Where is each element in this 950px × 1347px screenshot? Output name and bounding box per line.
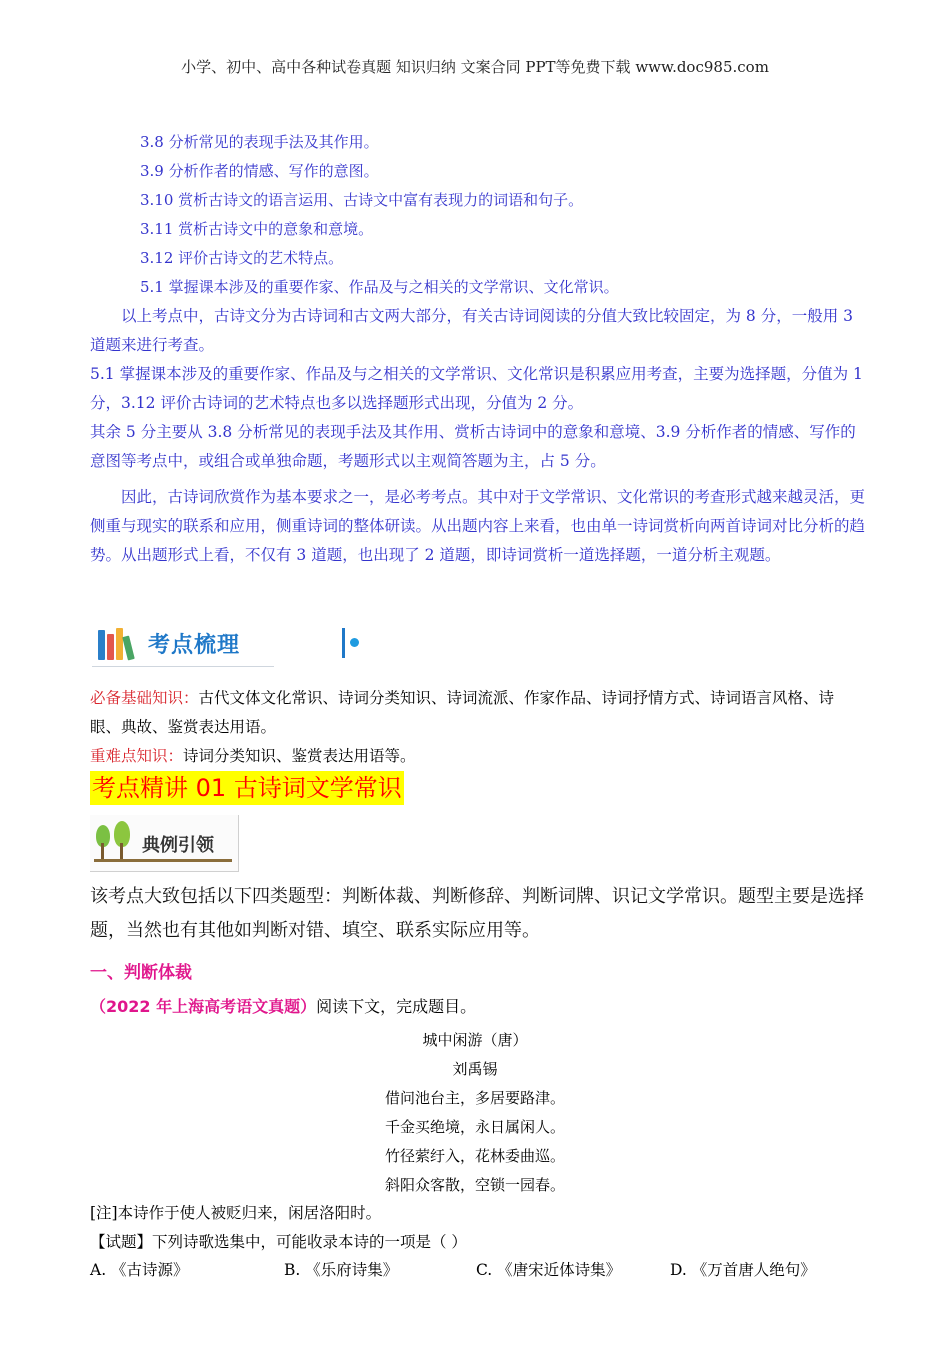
dianli-banner: [90, 815, 239, 872]
standard-item: 3.8 分析常见的表现手法及其作用。: [140, 133, 379, 151]
option-b: B. 《乐府诗集》: [284, 1261, 399, 1279]
key-knowledge: [90, 742, 865, 771]
exam-tag: （2022 年上海高考语文真题）: [90, 997, 317, 1016]
key-knowledge-text: 诗词分类知识、鉴赏表达用语等。: [183, 747, 416, 765]
dot-icon: [350, 638, 359, 647]
option-d: D. 《万首唐人绝句》: [670, 1261, 816, 1279]
question-stem: 【试题】下列诗歌选集中，可能收录本诗的一项是（ ）: [90, 1233, 467, 1251]
exam-instruction: 阅读下文，完成题目。: [316, 997, 477, 1016]
divider: [94, 859, 232, 862]
poem-author: 刘禹锡: [452, 1060, 498, 1078]
poem-line: 借问池台主，多居要路津。: [384, 1089, 565, 1107]
page-header: 小学、初中、高中各种试卷真题 知识归纳 文案合同 PPT等免费下载 www.doc985.com: [181, 58, 769, 76]
analysis-paragraph-1: 以上考点中，古诗文分为古诗词和古文两大部分，有关古诗词阅读的分值大致比较固定，为 8 分，一般用 3 道题来进行考查。: [90, 307, 854, 354]
kaodian-banner: [92, 616, 274, 667]
answer-options: [90, 1256, 870, 1284]
standard-item: 5.1 掌握课本涉及的重要作家、作品及与之相关的文学常识、文化常识。: [140, 278, 619, 296]
poem-note: [注]本诗作于使人被贬归来，闲居洛阳时。: [90, 1204, 382, 1222]
dianli-title: 典例引领: [142, 835, 214, 856]
standard-item: 3.10 赏析古诗文的语言运用、古诗文中富有表现力的词语和句子。: [140, 191, 584, 209]
analysis-paragraph-4: 因此，古诗词欣赏作为基本要求之一，是必考考点。其中对于文学常识、文化常识的考查形式越来越灵活，更侧重与现实的联系和应用，侧重诗词的整体研读。从出题内容上来看，也由单一诗词赏析向两首诗词对比分析的趋势。从出题形式上看，不仅有 3 道题，也出现了 2 道题，即诗词赏析一道选择题，一道分析主观题。: [90, 488, 866, 564]
standard-item: 3.11 赏析古诗文中的意象和意境。: [140, 220, 374, 238]
intro-paragraph: 该考点大致包括以下四类题型：判断体裁、判断修辞、判断词牌、识记文学常识。题型主要是选择题，当然也有其他如判断对错、填空、联系实际应用等。: [90, 886, 864, 941]
poem-line: 竹径萦纡入，花林委曲巡。: [384, 1147, 565, 1165]
basic-knowledge-text: 古代文体文化常识、诗词分类知识、诗词流派、作家作品、诗词抒情方式、诗词语言风格、诗眼、典故、鉴赏表达用语。: [90, 689, 835, 736]
key-knowledge-label: 重难点知识：: [90, 747, 184, 765]
books-icon: [98, 626, 138, 660]
standard-item: 3.12 评价古诗文的艺术特点。: [140, 249, 344, 267]
standard-item: 3.9 分析作者的情感、写作的意图。: [140, 162, 379, 180]
analysis-paragraph-2: 5.1 掌握课本涉及的重要作家、作品及与之相关的文学常识、文化常识是积累应用考查，主要为选择题，分值为 1 分，3.12 评价古诗词的艺术特点也多以选择题形式出现，分值为 2 分。: [90, 365, 863, 412]
option-c: C. 《唐宋近体诗集》: [476, 1261, 622, 1279]
kaodian-title: 考点梳理: [148, 633, 241, 658]
section-heading: 考点精讲 01 古诗词文学常识: [90, 771, 404, 805]
basic-knowledge-label: 必备基础知识：: [90, 689, 199, 707]
poem: [0, 1026, 950, 1200]
poem-title: 城中闲游（唐）: [422, 1031, 528, 1049]
option-a: A. 《古诗源》: [90, 1261, 189, 1279]
basic-knowledge: [90, 684, 865, 742]
poem-line: 斜阳众客散，空锁一园春。: [384, 1176, 565, 1194]
divider: [342, 628, 345, 658]
exam-line: [90, 994, 476, 1020]
poem-line: 千金买绝境，永日属闲人。: [384, 1118, 565, 1136]
analysis-paragraph-3: 其余 5 分主要从 3.8 分析常见的表现手法及其作用、赏析古诗词中的意象和意境、3.9 分析作者的情感、写作的意图等考点中，或组合或单独命题，考题形式以主观简答题为主，占 5 分。: [90, 423, 856, 470]
standards-list: [140, 128, 619, 302]
subsection-title: 一、判断体裁: [90, 963, 192, 983]
